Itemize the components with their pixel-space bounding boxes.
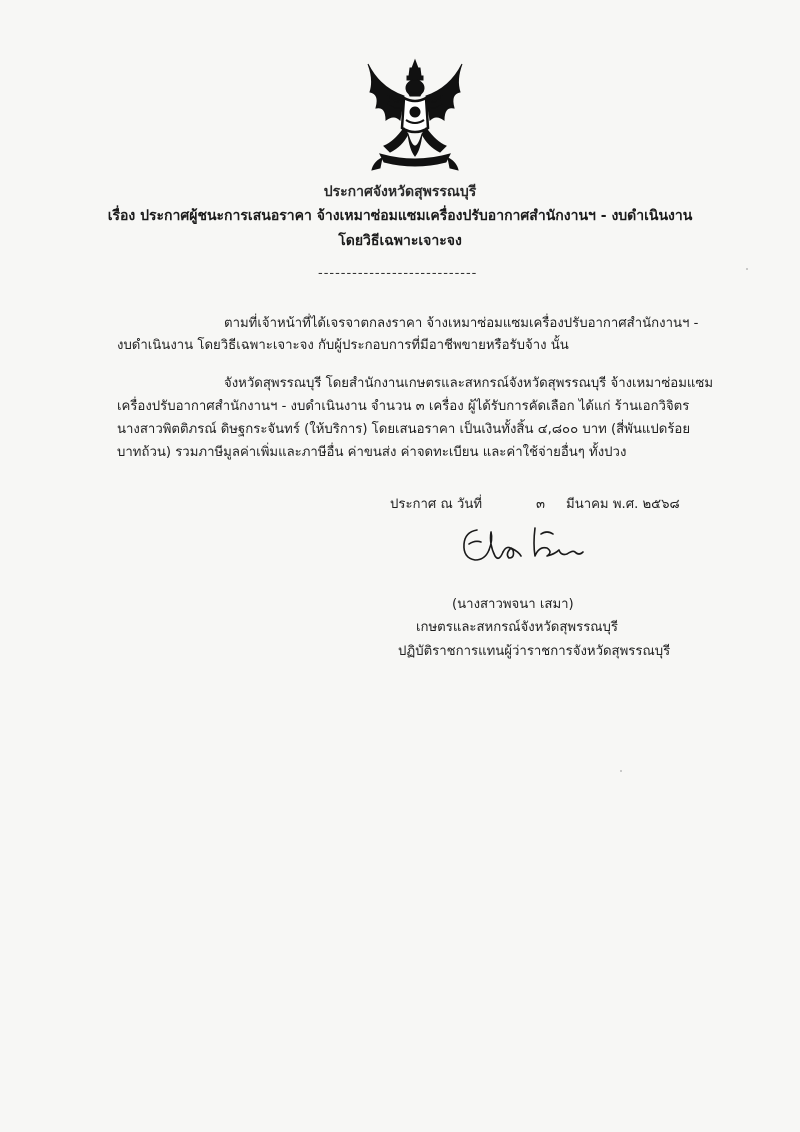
paragraph1-line2: งบดำเนินงาน โดยวิธีเฉพาะเจาะจง กับผู้ประกอบการที่มีอาชีพขายหรือรับจ้าง นั้น xyxy=(117,338,569,353)
announce-day: ๓ xyxy=(536,497,546,512)
scan-speck xyxy=(746,268,748,270)
signatory-position: เกษตรและสหกรณ์จังหวัดสุพรรณบุรี xyxy=(416,620,618,635)
scan-speck xyxy=(620,770,622,772)
paragraph2-line3: นางสาวพิตติภรณ์ ดิษฐกระจันทร์ (ให้บริการ) โดยเสนอราคา เป็นเงินทั้งสิ้น ๔,๘๐๐ บาท (สี่พันแปดร้อย xyxy=(117,422,691,437)
separator-line: ---------------------------- xyxy=(318,266,478,281)
announce-date-label: ประกาศ ณ วันที่ xyxy=(390,497,483,512)
paragraph1-line1: ตามที่เจ้าหน้าที่ได้เจรจาตกลงราคา จ้างเหมาซ่อมแซมเครื่องปรับอากาศสำนักงานฯ - xyxy=(224,316,699,331)
signatory-acting-for: ปฏิบัติราชการแทนผู้ว่าราชการจังหวัดสุพรรณบุรี xyxy=(398,644,671,659)
paragraph2-line4: บาทถ้วน) รวมภาษีมูลค่าเพิ่มและภาษีอื่น ค่าขนส่ง ค่าจดทะเบียน และค่าใช้จ่ายอื่นๆ ทั้งปวง xyxy=(117,445,627,460)
subject-line: เรื่อง ประกาศผู้ชนะการเสนอราคา จ้างเหมาซ่อมแซมเครื่องปรับอากาศสำนักงานฯ - งบดำเนินงาน xyxy=(107,208,693,224)
handwritten-signature xyxy=(455,522,590,574)
announce-month-year: มีนาคม พ.ศ. ๒๕๖๘ xyxy=(566,497,680,512)
announcement-title: ประกาศจังหวัดสุพรรณบุรี xyxy=(323,184,477,200)
subject-method: โดยวิธีเฉพาะเจาะจง xyxy=(338,233,462,249)
paragraph2-line1: จังหวัดสุพรรณบุรี โดยสำนักงานเกษตรและสหกรณ์จังหวัดสุพรรณบุรี จ้างเหมาซ่อมแซม xyxy=(224,376,714,391)
garuda-emblem xyxy=(360,58,470,176)
signatory-name: (นางสาวพจนา เสมา) xyxy=(452,597,574,612)
paragraph2-line2: เครื่องปรับอากาศสำนักงานฯ - งบดำเนินงาน จำนวน ๓ เครื่อง ผู้ได้รับการคัดเลือก ได้แก่ ร้านเอกวิจิตร xyxy=(117,399,690,414)
